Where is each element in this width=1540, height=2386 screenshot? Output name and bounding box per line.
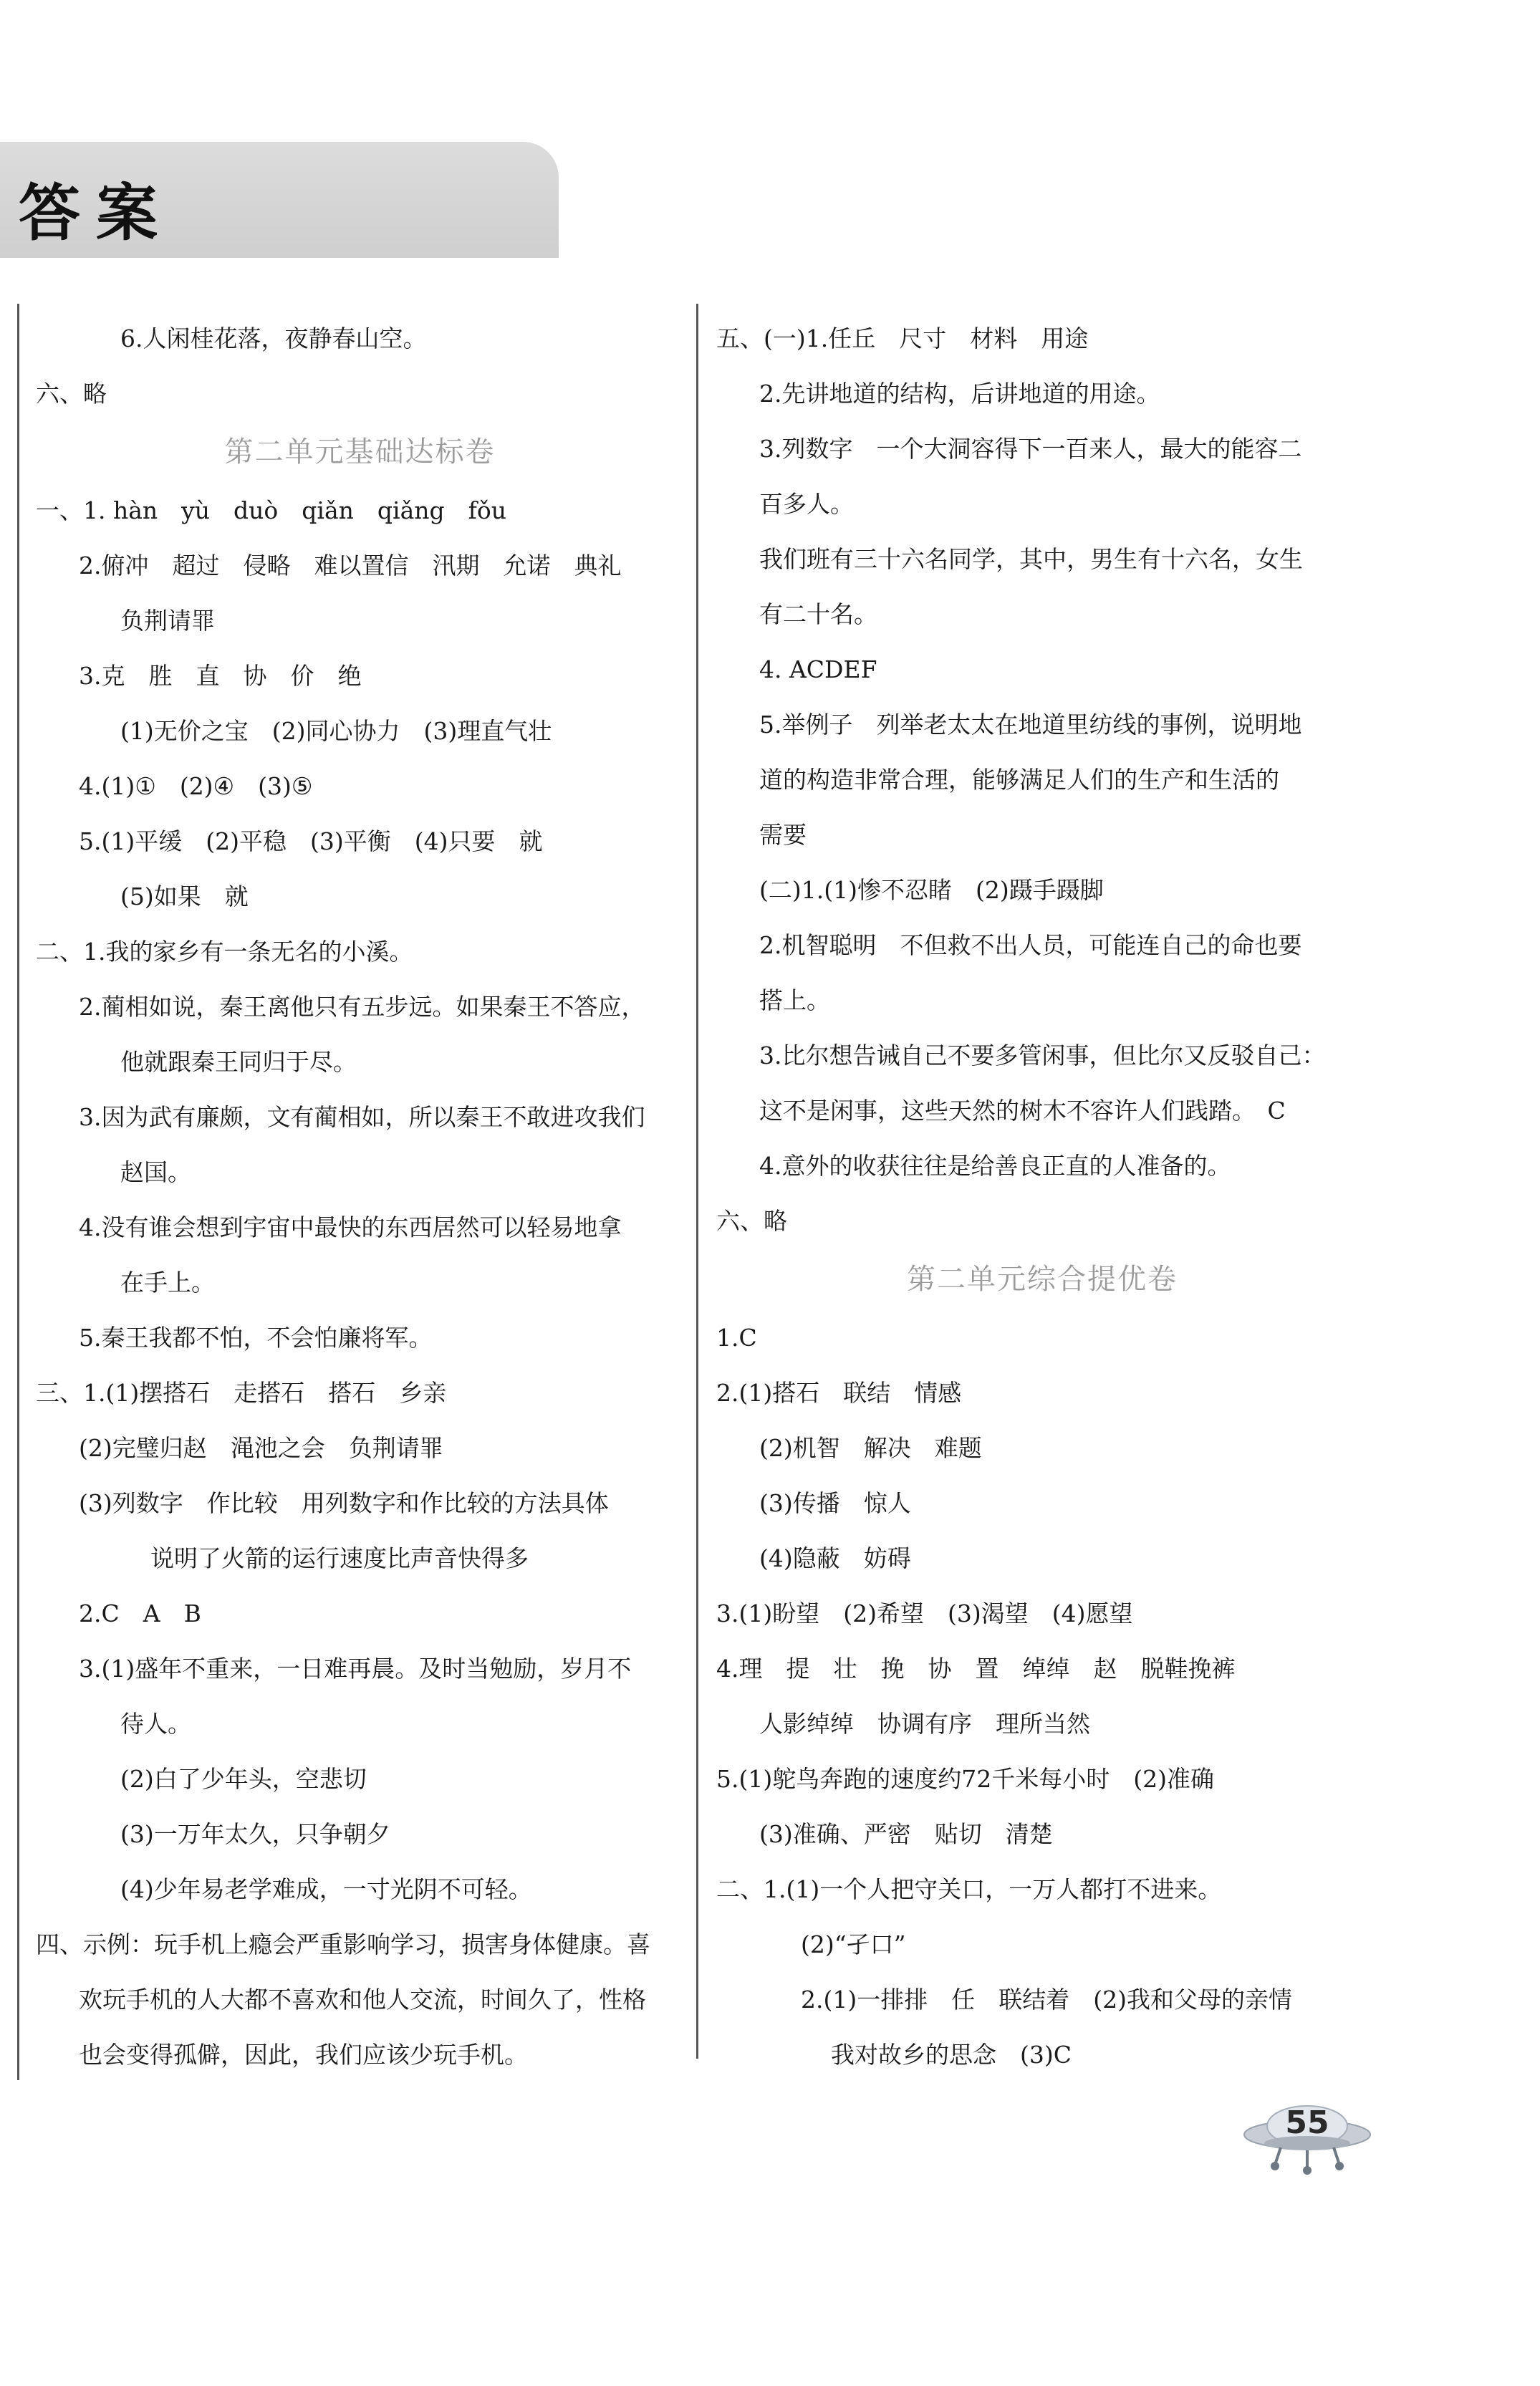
answer-line: 二、1.(1)一个人把守关口，一万人都打不进来。 bbox=[716, 1875, 1222, 1903]
right-column bbox=[716, 311, 1368, 2082]
answer-line: 4.理 提 壮 挽 协 置 绰绰 赵 脱鞋挽裤 bbox=[716, 1655, 1236, 1683]
answer-line: 2.俯冲 超过 侵略 难以置信 汛期 允诺 典礼 bbox=[79, 552, 622, 579]
answer-line: 需要 bbox=[759, 821, 807, 849]
answer-line: 说明了火箭的运行速度比声音快得多 bbox=[150, 1544, 529, 1572]
answer-line: 待人。 bbox=[120, 1710, 191, 1738]
answer-line: 五、(一)1.任丘 尺寸 材料 用途 bbox=[716, 324, 1089, 352]
answer-line: 这不是闲事，这些天然的树木不容许人们践踏。 C bbox=[759, 1097, 1286, 1125]
answer-line: 2.C A B bbox=[79, 1600, 201, 1627]
answer-line: 2.机智聪明 不但救不出人员，可能连自己的命也要 bbox=[759, 931, 1302, 959]
answer-line: (2)“孑口” bbox=[801, 1930, 906, 1958]
answer-line: (3)传播 惊人 bbox=[759, 1489, 911, 1517]
answer-line: 4.没有谁会想到宇宙中最快的东西居然可以轻易地拿 bbox=[79, 1213, 622, 1241]
answer-line: 赵国。 bbox=[120, 1158, 191, 1186]
section-heading-advanced: 第二单元综合提优卷 bbox=[907, 1263, 1178, 1296]
answer-line: 我们班有三十六名同学，其中，男生有十六名，女生 bbox=[759, 545, 1303, 573]
answer-line: (1)无价之宝 (2)同心协力 (3)理直气壮 bbox=[120, 717, 552, 745]
left-column bbox=[36, 311, 684, 2082]
answer-line: 百多人。 bbox=[759, 490, 854, 518]
answer-line: 3.克 胜 直 协 价 绝 bbox=[79, 662, 362, 690]
answer-line: 六、略 bbox=[716, 1207, 787, 1235]
left-margin-rule bbox=[17, 304, 19, 2080]
answer-line: (3)一万年太久，只争朝夕 bbox=[120, 1820, 390, 1848]
answer-line: 4.(1)① (2)④ (3)⑤ bbox=[79, 772, 313, 800]
answer-line: 四、示例：玩手机上瘾会严重影响学习，损害身体健康。喜 bbox=[36, 1930, 650, 1958]
answer-line: (4)隐蔽 妨碍 bbox=[759, 1544, 911, 1572]
answer-line: (5)如果 就 bbox=[120, 882, 249, 910]
page-title: 答案 bbox=[19, 178, 173, 249]
ufo-icon bbox=[1239, 2084, 1375, 2178]
answer-line: 5.举例子 列举老太太在地道里纺线的事例，说明地 bbox=[759, 711, 1302, 739]
answer-line: (3)列数字 作比较 用列数字和作比较的方法具体 bbox=[79, 1489, 609, 1517]
answer-line: (2)白了少年头，空悲切 bbox=[120, 1765, 367, 1793]
answer-line: 二、1.我的家乡有一条无名的小溪。 bbox=[36, 938, 413, 966]
answer-line: 1.C bbox=[716, 1324, 757, 1352]
answer-line: (2)机智 解决 难题 bbox=[759, 1434, 982, 1462]
answer-line: 3.(1)盛年不重来，一日难再晨。及时当勉励，岁月不 bbox=[79, 1655, 632, 1683]
answer-line: 2.(1)一排排 任 联结着 (2)我和父母的亲情 bbox=[801, 1986, 1292, 2014]
answer-line: 6.人闲桂花落，夜静春山空。 bbox=[120, 324, 427, 352]
answer-line: 也会变得孤僻，因此，我们应该少玩手机。 bbox=[79, 2041, 528, 2069]
section-heading-basic: 第二单元基础达标卷 bbox=[224, 436, 496, 468]
answer-line: 5.秦王我都不怕，不会怕廉将军。 bbox=[79, 1324, 433, 1352]
column-divider bbox=[696, 304, 698, 2059]
answer-line: 我对故乡的思念 (3)C bbox=[831, 2041, 1072, 2069]
answer-line: 4.意外的收获往往是给善良正直的人准备的。 bbox=[759, 1152, 1231, 1180]
answer-line: 一、1. hàn yù duò qiǎn qiǎng fǒu bbox=[36, 496, 506, 524]
answer-line: 5.(1)平缓 (2)平稳 (3)平衡 (4)只要 就 bbox=[79, 827, 543, 855]
page-number: 55 bbox=[1285, 2104, 1329, 2141]
answer-line: 3.列数字 一个大洞容得下一百来人，最大的能容二 bbox=[759, 435, 1302, 463]
answer-line: 三、1.(1)摆搭石 走搭石 搭石 乡亲 bbox=[36, 1379, 447, 1407]
answer-line: 有二十名。 bbox=[759, 600, 877, 628]
answer-line: 人影绰绰 协调有序 理所当然 bbox=[759, 1710, 1090, 1738]
answer-line: 2.(1)搭石 联结 情感 bbox=[716, 1379, 962, 1407]
answer-line: 在手上。 bbox=[120, 1269, 215, 1297]
answer-line: 道的构造非常合理，能够满足人们的生产和生活的 bbox=[759, 766, 1279, 794]
answer-line: 欢玩手机的人大都不喜欢和他人交流，时间久了，性格 bbox=[79, 1986, 646, 2014]
answer-line: 3.(1)盼望 (2)希望 (3)渴望 (4)愿望 bbox=[716, 1600, 1133, 1627]
answer-line: 负荆请罪 bbox=[120, 607, 215, 635]
answer-line: 4. ACDEF bbox=[759, 655, 877, 683]
answer-line: (4)少年易老学难成，一寸光阴不可轻。 bbox=[120, 1875, 532, 1903]
answer-line: 六、略 bbox=[36, 380, 107, 408]
answer-line: 2.先讲地道的结构，后讲地道的用途。 bbox=[759, 380, 1160, 408]
answer-line: 3.比尔想告诫自己不要多管闲事，但比尔又反驳自己： bbox=[759, 1042, 1326, 1069]
answer-line: (二)1.(1)惨不忍睹 (2)蹑手蹑脚 bbox=[759, 876, 1104, 904]
answer-line: 3.因为武有廉颇，文有蔺相如，所以秦王不敢进攻我们 bbox=[79, 1103, 645, 1131]
page-number-badge bbox=[1239, 2084, 1375, 2178]
answer-line: (2)完璧归赵 渑池之会 负荆请罪 bbox=[79, 1434, 443, 1462]
answer-line: (3)准确、严密 贴切 清楚 bbox=[759, 1820, 1053, 1848]
answer-line: 搭上。 bbox=[759, 986, 830, 1014]
answer-line: 他就跟秦王同归于尽。 bbox=[120, 1048, 357, 1076]
answer-line: 5.(1)鸵鸟奔跑的速度约72千米每小时 (2)准确 bbox=[716, 1765, 1214, 1793]
answer-line: 2.蔺相如说，秦王离他只有五步远。如果秦王不答应， bbox=[79, 993, 645, 1021]
